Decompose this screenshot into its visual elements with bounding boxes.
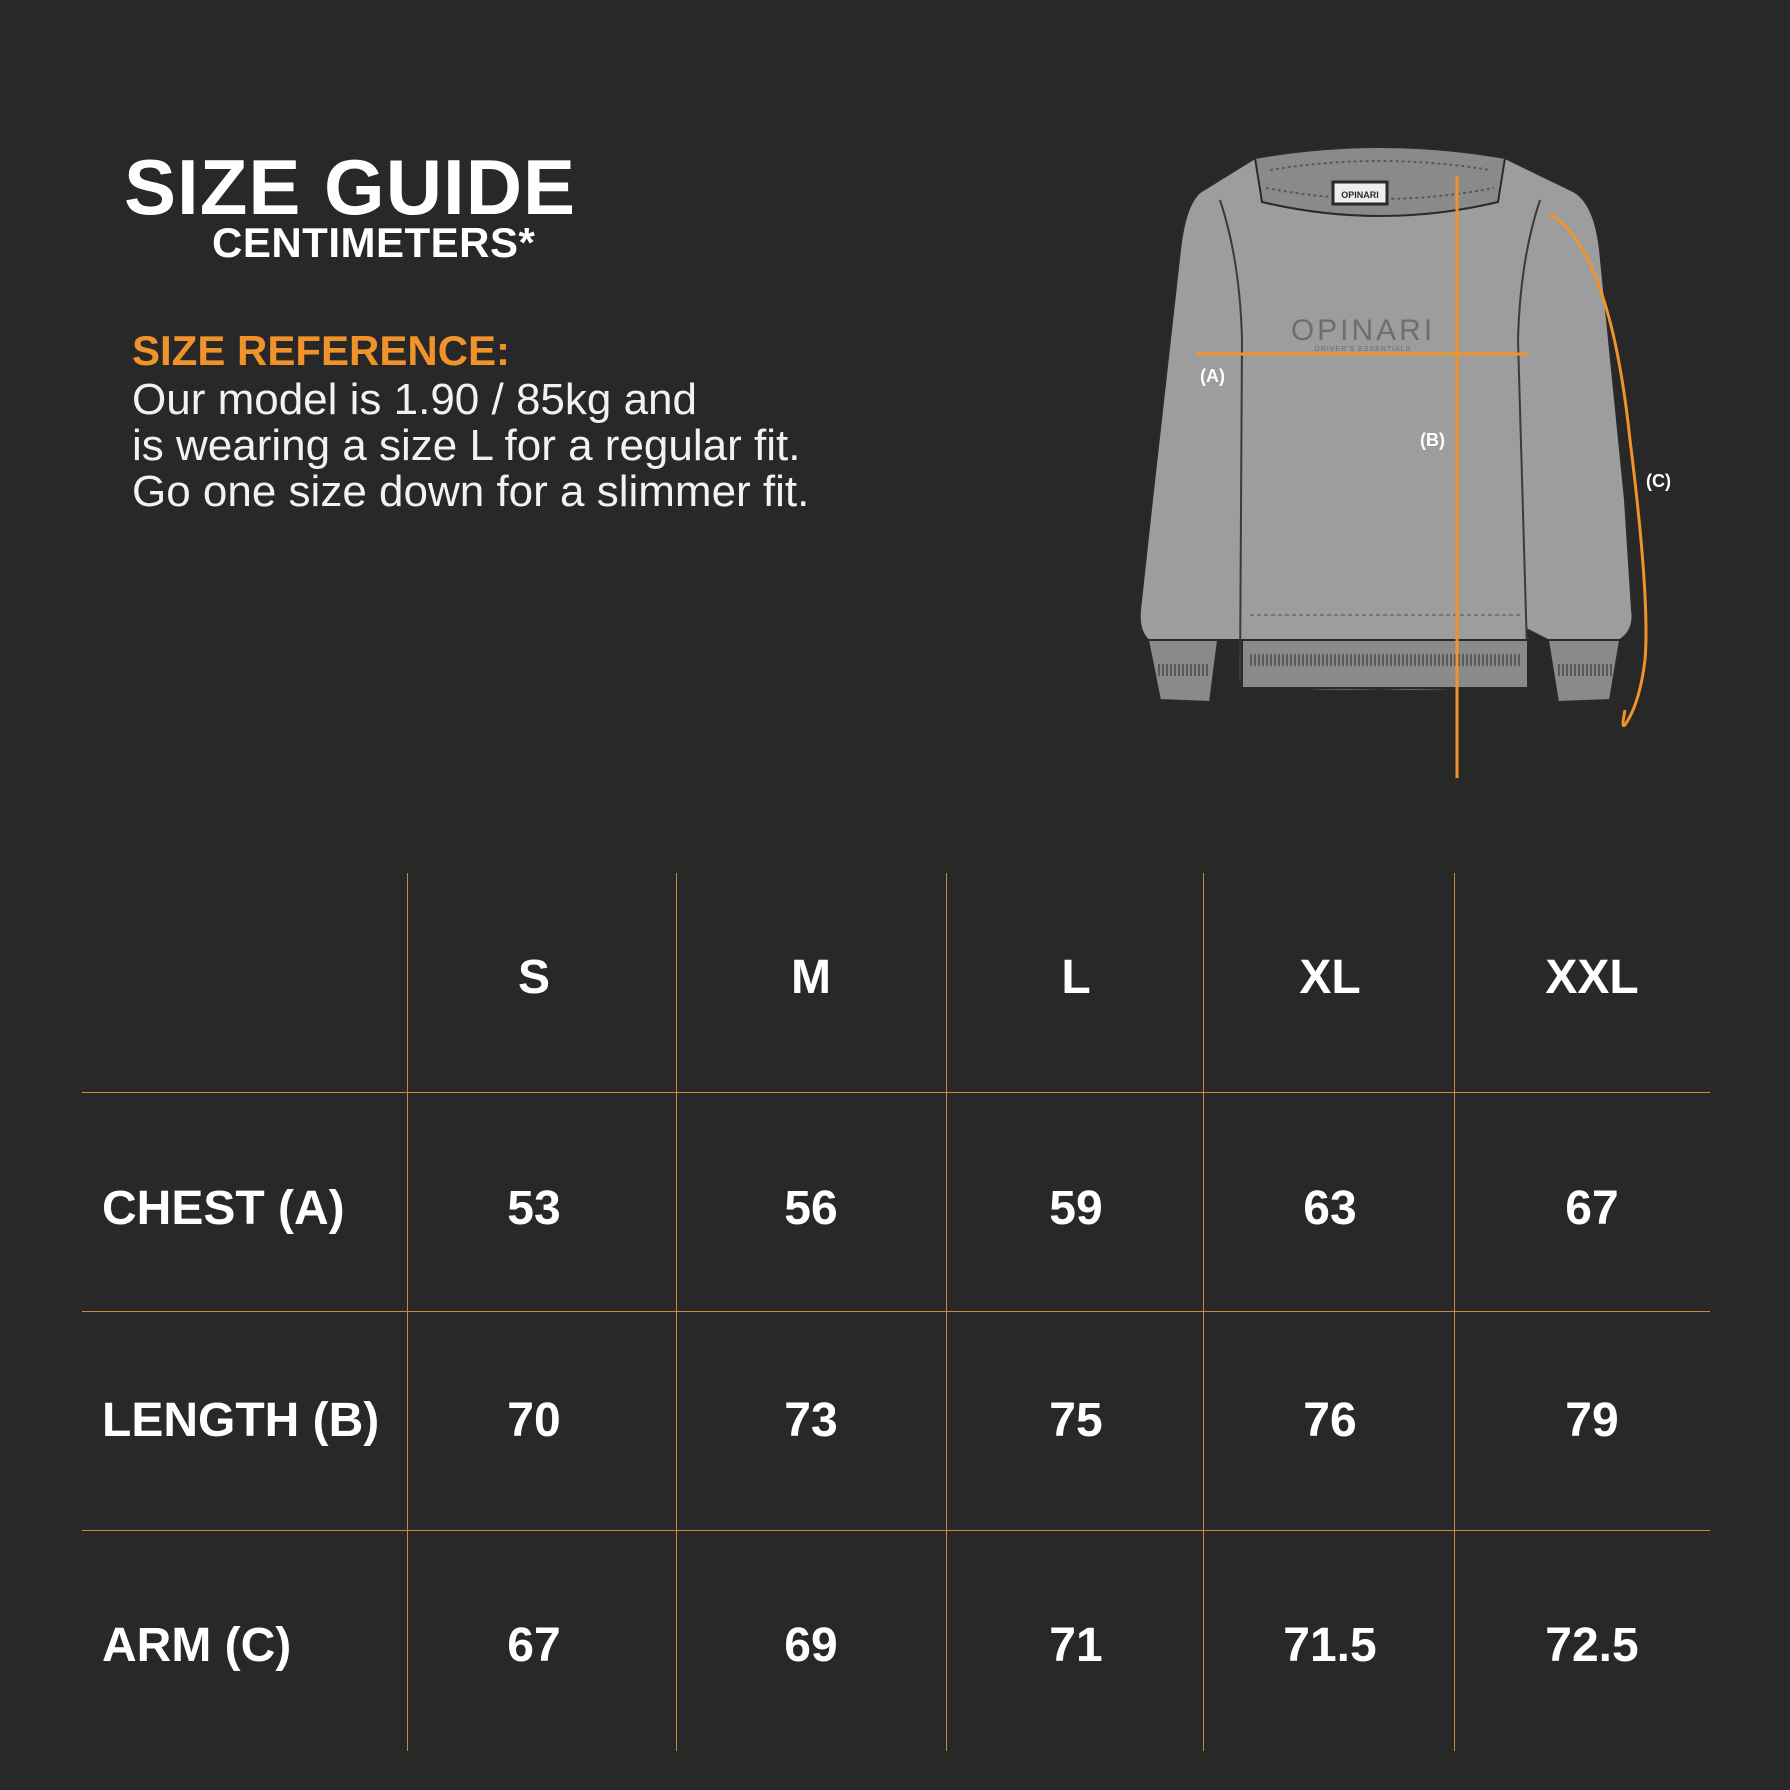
- row-label-arm: ARM (C): [102, 1619, 292, 1672]
- table-cell: 79: [1565, 1394, 1619, 1447]
- table-column-divider: [676, 873, 677, 1751]
- table-cell: 67: [1565, 1182, 1619, 1235]
- table-row-divider: [82, 1311, 1710, 1312]
- table-cell: 73: [784, 1394, 838, 1447]
- table-cell: 69: [784, 1619, 838, 1672]
- marker-a: (A): [1200, 366, 1225, 386]
- sweatshirt-illustration: [1080, 140, 1700, 820]
- table-column-divider: [1454, 873, 1455, 1751]
- brand-tagline-print: DRIVER'S ESSENTIALS: [1314, 346, 1412, 353]
- table-cell: 71: [1049, 1619, 1103, 1672]
- table-row-divider: [82, 1092, 1710, 1093]
- size-reference-line: is wearing a size L for a regular fit.: [132, 421, 801, 470]
- sweatshirt-body: [1140, 146, 1633, 702]
- row-label-chest: CHEST (A): [102, 1182, 345, 1235]
- size-header: L: [1061, 951, 1091, 1004]
- waistband: [1242, 640, 1528, 688]
- table-cell: 53: [507, 1182, 561, 1235]
- table-cell: 72.5: [1545, 1619, 1639, 1672]
- sweatshirt-drawing: [1080, 140, 1700, 820]
- table-cell: 75: [1049, 1394, 1103, 1447]
- units-subtitle: CENTIMETERS*: [212, 219, 536, 266]
- size-reference-line: Our model is 1.90 / 85kg and: [132, 375, 697, 424]
- table-column-divider: [407, 873, 408, 1751]
- page-title: SIZE GUIDE: [124, 143, 577, 231]
- size-header: XL: [1299, 951, 1361, 1004]
- size-reference-line: Go one size down for a slimmer fit.: [132, 467, 810, 516]
- table-cell: 59: [1049, 1182, 1103, 1235]
- size-header: M: [791, 951, 831, 1004]
- marker-c: (C): [1646, 471, 1671, 491]
- table-column-divider: [946, 873, 947, 1751]
- table-cell: 76: [1303, 1394, 1357, 1447]
- neck-label-text: OPINARI: [1341, 190, 1379, 200]
- size-reference-heading: SIZE REFERENCE:: [132, 327, 511, 374]
- table-row-divider: [82, 1530, 1710, 1531]
- table-cell: 70: [507, 1394, 561, 1447]
- brand-print: OPINARI: [1290, 314, 1436, 347]
- size-header: XXL: [1545, 951, 1639, 1004]
- table-cell: 67: [507, 1619, 561, 1672]
- table-cell: 56: [784, 1182, 838, 1235]
- row-label-length: LENGTH (B): [102, 1394, 380, 1447]
- table-column-divider: [1203, 873, 1204, 1751]
- table-cell: 71.5: [1283, 1619, 1377, 1672]
- size-header: S: [517, 951, 551, 1004]
- marker-b: (B): [1420, 430, 1445, 450]
- table-cell: 63: [1303, 1182, 1357, 1235]
